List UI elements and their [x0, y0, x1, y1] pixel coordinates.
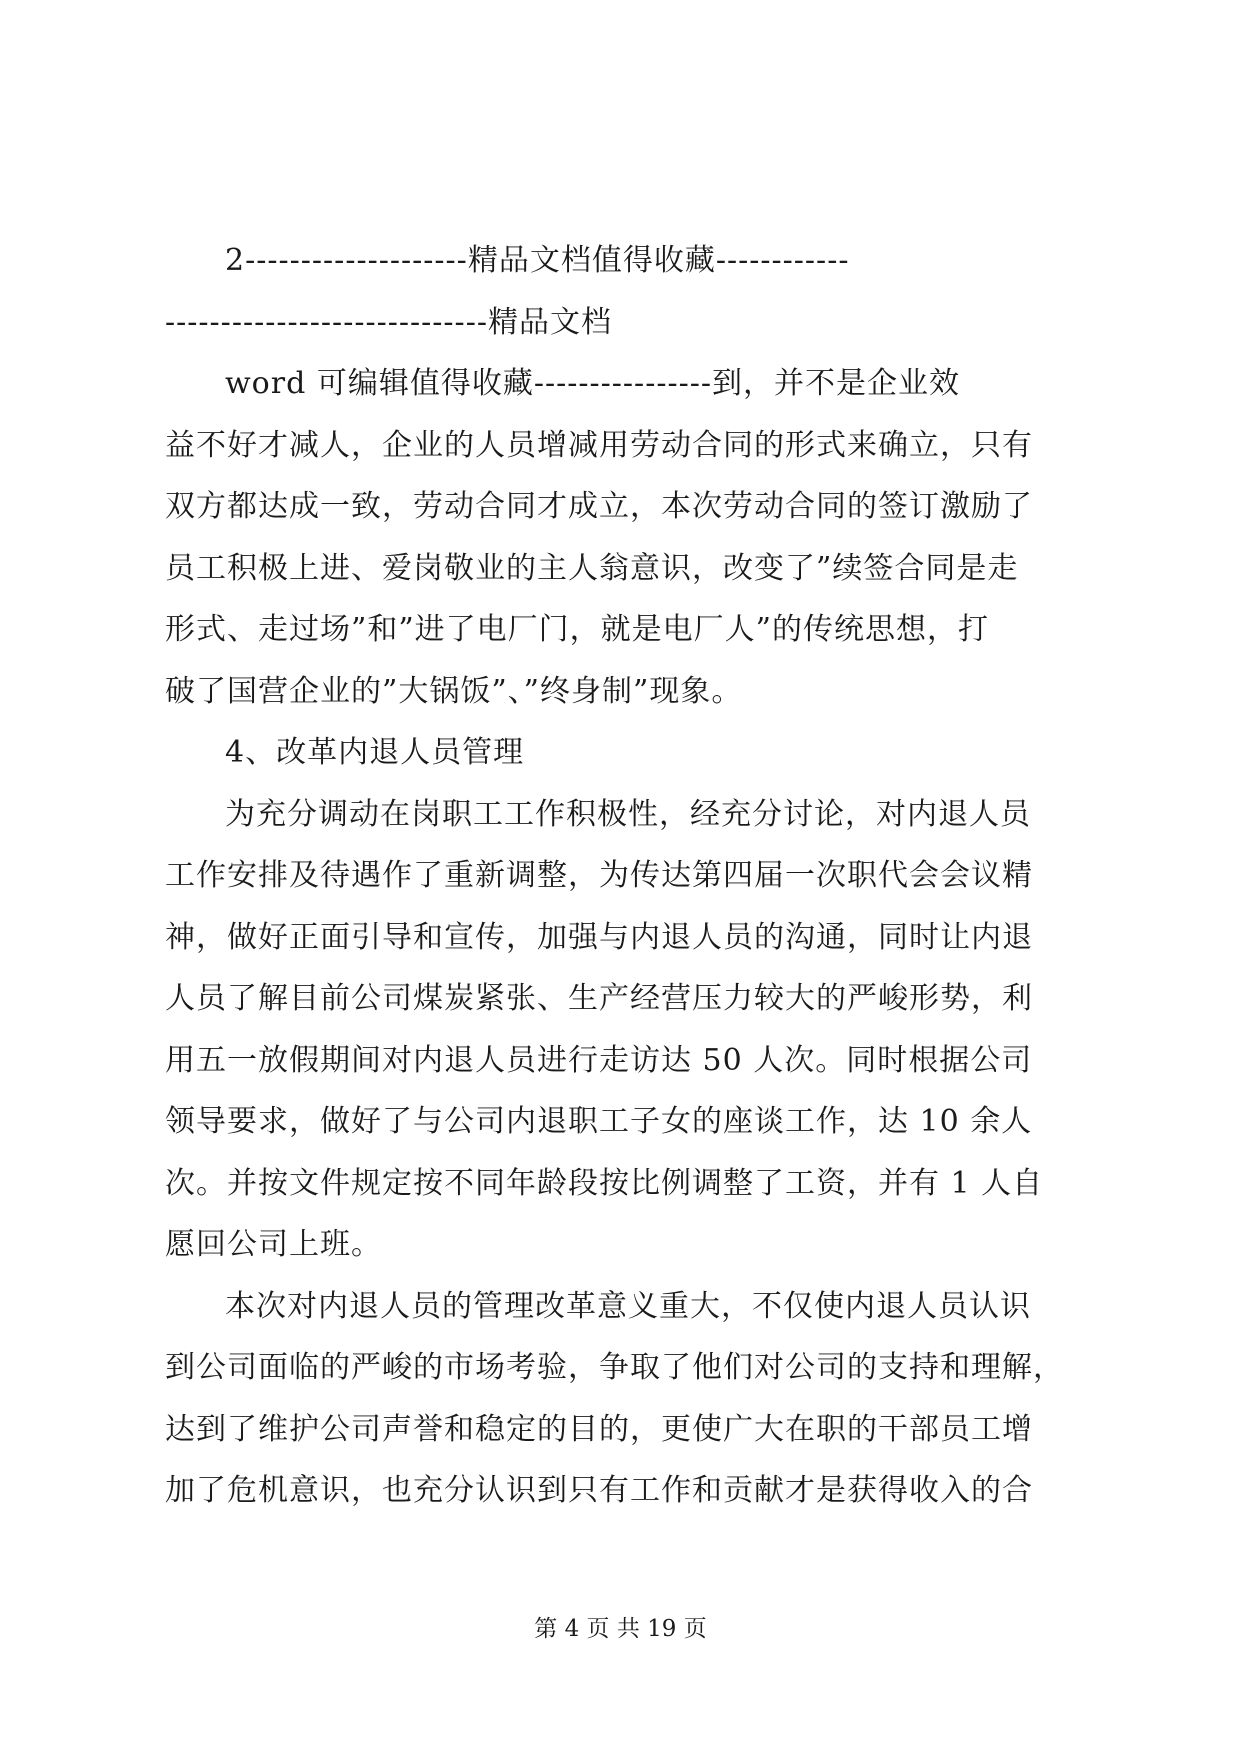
paragraph-line: 破了国营企业的”大锅饭”、”终身制”现象。 — [165, 673, 743, 709]
paragraph-line: 人员了解目前公司煤炭紧张、生产经营压力较大的严峻形势，利 — [165, 981, 1033, 1016]
body-text — [165, 230, 1077, 1522]
paragraph-line: 益不好才减人，企业的人员增减用劳动合同的形式来确立，只有 — [165, 427, 1033, 463]
paragraph-line: word 可编辑值得收藏----------------到，并不是企业效 — [225, 366, 961, 401]
paragraph-line: 加了危机意识，也充分认识到只有工作和贡献才是获得收入的合 — [165, 1473, 1033, 1508]
paragraph-line: 双方都达成一致，劳动合同才成立，本次劳动合同的签订激励了 — [165, 489, 1033, 524]
paragraph-line: 次。并按文件规定按不同年龄段按比例调整了工资，并有 1 人自 — [165, 1165, 1044, 1201]
paragraph-line: 用五一放假期间对内退人员进行走访达 50 人次。同时根据公司 — [165, 1042, 1033, 1078]
paragraph-line: 本次对内退人员的管理改革意义重大，不仅使内退人员认识 — [225, 1288, 1031, 1324]
paragraph-line: 达到了维护公司声誉和稳定的目的，更使广大在职的干部员工增 — [165, 1411, 1033, 1447]
watermark-line-2: -----------------------------精品文档 — [165, 304, 612, 340]
paragraph-line: 到公司面临的严峻的市场考验，争取了他们对公司的支持和理解， — [165, 1350, 1064, 1385]
paragraph-line: 为充分调动在岗职工工作积极性，经充分讨论，对内退人员 — [225, 796, 1031, 832]
paragraph-line: 形式、走过场”和”进了电厂门，就是电厂人”的传统思想，打 — [165, 612, 990, 647]
paragraph-line: 愿回公司上班。 — [165, 1227, 382, 1262]
watermark-line-1: 2--------------------精品文档值得收藏------------ — [225, 243, 850, 278]
paragraph-line: 领导要求，做好了与公司内退职工子女的座谈工作，达 10 余人 — [165, 1104, 1033, 1139]
paragraph-line: 员工积极上进、爱岗敬业的主人翁意识，改变了”续签合同是走 — [165, 550, 1019, 586]
paragraph-line: 神，做好正面引导和宣传，加强与内退人员的沟通，同时让内退 — [165, 919, 1033, 955]
page-number-footer: 第 4 页 共 19 页 — [534, 1616, 707, 1642]
section-heading: 4、改革内退人员管理 — [225, 735, 525, 770]
paragraph-line: 工作安排及待遇作了重新调整，为传达第四届一次职代会会议精 — [165, 858, 1033, 893]
